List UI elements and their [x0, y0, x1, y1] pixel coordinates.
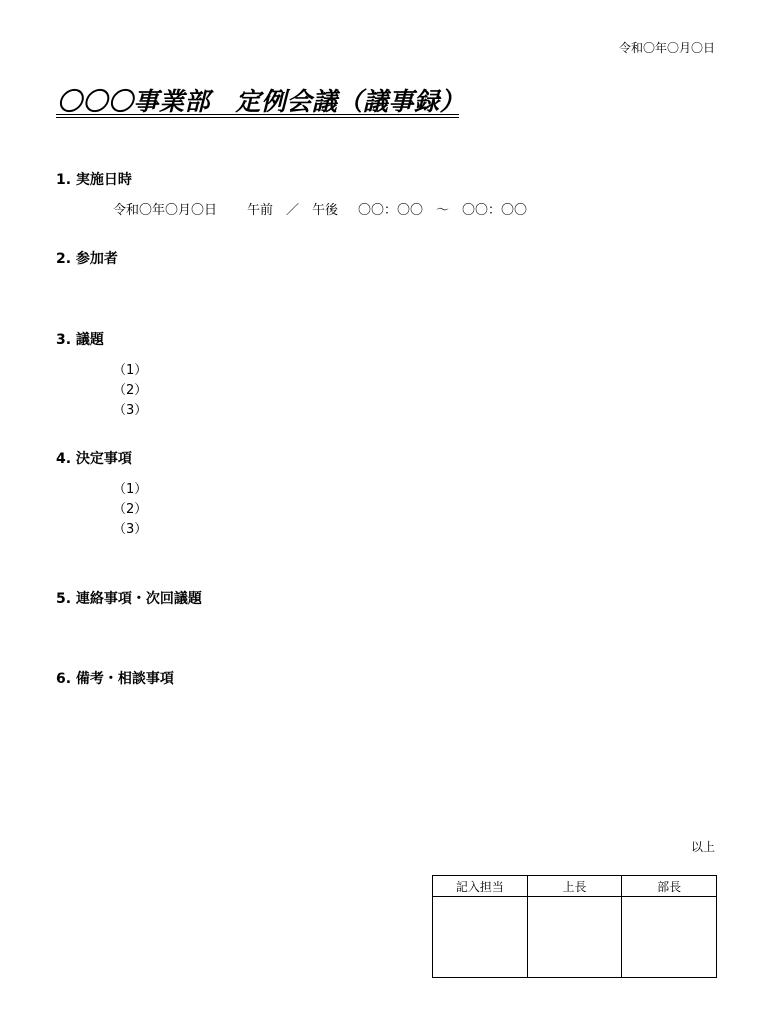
meeting-ampm: 午前 ／ 午後 [247, 203, 339, 218]
document-title: 〇〇〇事業部 定例会議（議事録） [57, 87, 466, 116]
stamp-box-manager[interactable] [622, 897, 717, 978]
approval-header-manager: 部長 [622, 876, 717, 897]
approval-stamp-table [432, 875, 717, 978]
stamp-box-recorder[interactable] [433, 897, 528, 978]
section-heading-decisions: 4. 決定事項 [56, 451, 132, 467]
section-heading-agenda: 3. 議題 [56, 332, 104, 348]
agenda-item: （2） [113, 383, 148, 398]
decision-item: （1） [113, 482, 148, 497]
closing-text: 以上 [690, 840, 715, 854]
decision-item: （3） [113, 522, 148, 537]
decision-item: （2） [113, 502, 148, 517]
datetime-row [113, 199, 527, 218]
stamp-box-supervisor[interactable] [527, 897, 622, 978]
section-heading-datetime: 1. 実施日時 [56, 172, 132, 188]
document-date: 令和〇年〇月〇日 [618, 41, 715, 55]
section-heading-remarks: 6. 備考・相談事項 [56, 671, 174, 687]
meeting-date: 令和〇年〇月〇日 [113, 203, 218, 218]
section-heading-notices: 5. 連絡事項・次回議題 [56, 591, 202, 607]
agenda-item: （3） [113, 403, 148, 418]
section-heading-attendees: 2. 参加者 [56, 251, 118, 267]
title-double-underline [56, 114, 459, 118]
approval-header-recorder: 記入担当 [433, 876, 528, 897]
agenda-item: （1） [113, 363, 148, 378]
approval-header-supervisor: 上長 [527, 876, 622, 897]
meeting-time: 〇〇：〇〇 ～ 〇〇：〇〇 [358, 203, 528, 218]
